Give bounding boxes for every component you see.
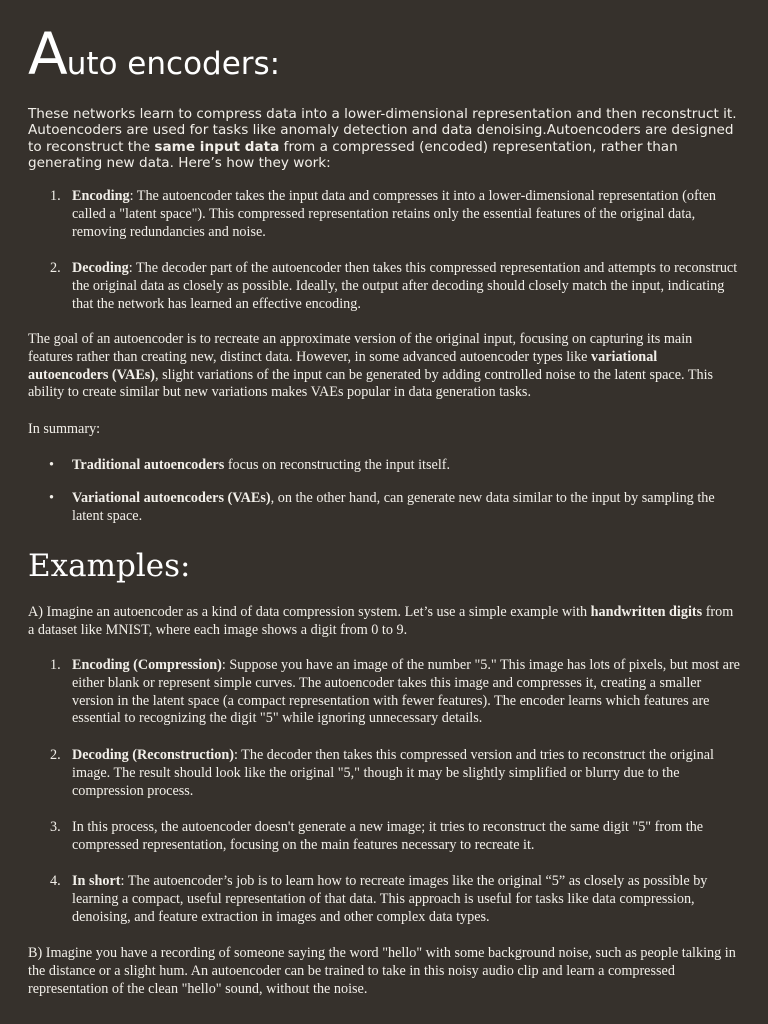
example-a-text-1: A) Imagine an autoencoder as a kind of data compression system. Let’s use a simple example with xyxy=(28,604,591,620)
list-item-content xyxy=(72,819,740,855)
list-item-term: Traditional autoencoders xyxy=(72,457,225,473)
list-item-content xyxy=(72,747,740,800)
list-item-text: : The autoencoder’s job is to learn how to recreate images like the original “5” as closely as possible by learning a compact, useful representation of that data. This approach is useful for tasks like data compression, denoising, and feature extraction in images and other complex data types. xyxy=(72,873,708,925)
list-item-text: In this process, the autoencoder doesn't generate a new image; it tries to reconstruct the same digit "5" from the compressed representation, focusing on the main features necessary to recreate it. xyxy=(72,819,704,853)
list-item-text: , on the other hand, can generate new data similar to the input by sampling the latent space. xyxy=(72,490,715,524)
intro-text-1: These networks learn to compress data into a lower-dimensional representation and then reconstruct it. Autoencoders are used for tasks like anomaly detection and data denoising.Autoencoders are designed to reconstruct the xyxy=(28,106,737,155)
list-item-text: focus on reconstructing the input itself. xyxy=(224,457,451,473)
list-item-text: : The decoder then takes this compressed version and tries to reconstruct the original image. The result should look like the original "5," though it may be slightly simplified or blurry due to the compression process. xyxy=(72,747,714,799)
list-item-term: Decoding xyxy=(72,260,129,276)
list-marker: 1. xyxy=(50,657,61,673)
list-item-text: : The autoencoder takes the input data and compresses it into a lower-dimensional representation (often called a "latent space"). This compressed representation retains only the essential features of the original data, removing redundancies and noise. xyxy=(72,188,717,240)
list-item-content xyxy=(72,260,740,313)
list-item-text: : Suppose you have an image of the number "5." This image has lots of pixels, but most are either blank or represent simple curves. The autoencoder takes this image and compresses it, creating a smaller version in the latent space (a compact representation with fewer features). The encoder learns which features are essential to recognizing the digit "5" while ignoring unnecessary details. xyxy=(72,657,740,727)
example-a-text-2: from a dataset like MNIST, where each image shows a digit from 0 to 9. xyxy=(28,604,734,638)
goal-paragraph xyxy=(28,331,740,402)
title-initial: A xyxy=(28,20,67,88)
list-item-content xyxy=(72,490,740,526)
intro-text-2: from a compressed (encoded) representation, rather than generating new data. Here’s how they work: xyxy=(28,138,678,172)
list-item-term: Encoding (Compression) xyxy=(72,657,222,673)
list-item-content xyxy=(72,457,740,475)
goal-text-1: The goal of an autoencoder is to recreate an approximate version of the original input, focusing on capturing its main features rather than creating new, distinct data. However, in some advanced autoencoder types like xyxy=(28,331,693,365)
intro-bold: same input data xyxy=(154,138,280,155)
summary-label: In summary: xyxy=(28,421,101,437)
goal-bold: variational autoencoders (VAEs) xyxy=(28,348,658,383)
example-b-paragraph: B) Imagine you have a recording of someone saying the word "hello" with some background noise, such as people talking in the distance or a slight hum. An autoencoder can be trained to take in this noisy audio clip and learn a compressed representation of the clean "hello" sound, without the noise. xyxy=(28,945,736,997)
intro-paragraph xyxy=(28,106,740,172)
list-item-content xyxy=(72,657,740,728)
list-marker: 2. xyxy=(50,260,61,276)
list-item-term: Decoding (Reconstruction) xyxy=(72,747,234,763)
list-marker: 1. xyxy=(50,188,61,204)
list-item-term: Variational autoencoders (VAEs) xyxy=(72,490,271,506)
list-marker: 2. xyxy=(50,747,61,763)
list-item-content xyxy=(72,873,740,926)
page-title xyxy=(28,22,280,96)
list-item-term: Encoding xyxy=(72,188,130,204)
example-a-bold: handwritten digits xyxy=(590,604,703,620)
list-marker: 4. xyxy=(50,873,61,889)
goal-text-2: , slight variations of the input can be generated by adding controlled noise to the latent space. This ability to create similar but new variations makes VAEs popular in data generation tasks. xyxy=(28,366,714,401)
list-item-content xyxy=(72,188,740,241)
list-item-term: In short xyxy=(72,873,121,889)
list-item-text: : The decoder part of the autoencoder then takes this compressed representation and attempts to reconstruct the original data as closely as possible. Ideally, the output after decoding should closely match the input, indicating that the network has learned an effective encoding. xyxy=(72,260,738,312)
bullet-marker: • xyxy=(49,490,54,506)
examples-heading: Examples: xyxy=(28,548,191,584)
example-a-paragraph xyxy=(28,604,740,640)
bullet-marker: • xyxy=(49,457,54,473)
title-rest: uto encoders: xyxy=(66,46,281,82)
list-marker: 3. xyxy=(50,819,61,835)
